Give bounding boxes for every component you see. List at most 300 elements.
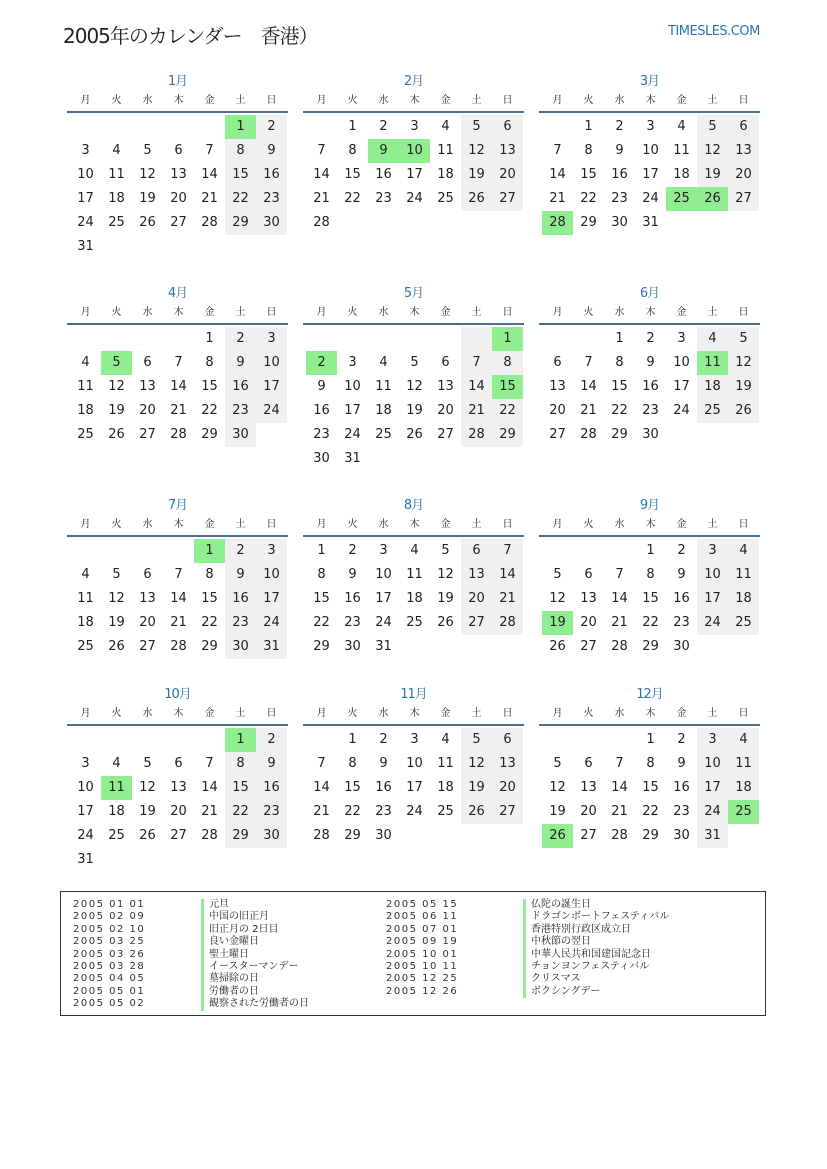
weekday-label: 火 bbox=[583, 708, 594, 719]
day-cell: 23 bbox=[313, 427, 330, 442]
empty-cell bbox=[542, 115, 573, 139]
day-cell: 20 bbox=[580, 804, 597, 819]
holiday-date: 2005 05 15 bbox=[386, 899, 459, 910]
day-cell: 21 bbox=[313, 191, 330, 206]
day-cell: 19 bbox=[728, 375, 759, 399]
day-cell: 10 bbox=[406, 756, 423, 771]
empty-cell bbox=[163, 539, 194, 563]
day-cell: 18 bbox=[406, 591, 423, 606]
day-cell: 2 bbox=[225, 327, 256, 351]
day-grid bbox=[306, 726, 524, 848]
holiday-day-cell: 5 bbox=[101, 351, 132, 375]
empty-cell bbox=[604, 728, 635, 752]
day-grid bbox=[542, 325, 760, 447]
day-cell: 5 bbox=[410, 355, 419, 370]
day-cell: 22 bbox=[225, 800, 256, 824]
day-cell: 4 bbox=[112, 143, 121, 158]
day-cell: 28 bbox=[492, 611, 523, 635]
empty-cell bbox=[306, 115, 337, 139]
day-cell: 1 bbox=[348, 732, 357, 747]
day-cell: 15 bbox=[344, 167, 361, 182]
day-cell: 2 bbox=[677, 732, 686, 747]
weekday-header bbox=[67, 515, 288, 537]
day-cell: 17 bbox=[77, 804, 94, 819]
day-cell: 19 bbox=[437, 591, 454, 606]
day-cell: 15 bbox=[225, 163, 256, 187]
holiday-names-col2 bbox=[523, 899, 669, 998]
weekday-label: 日 bbox=[266, 708, 277, 719]
weekday-label: 日 bbox=[502, 708, 513, 719]
day-cell: 11 bbox=[728, 752, 759, 776]
day-cell: 21 bbox=[461, 399, 492, 423]
weekday-label: 金 bbox=[440, 95, 451, 106]
day-cell: 16 bbox=[673, 780, 690, 795]
day-cell: 28 bbox=[201, 215, 218, 230]
day-cell: 11 bbox=[375, 379, 392, 394]
holiday-name: 仏陀の誕生日 bbox=[523, 899, 669, 911]
holiday-date: 2005 09 19 bbox=[386, 936, 459, 948]
day-cell: 3 bbox=[677, 331, 686, 346]
day-cell: 12 bbox=[461, 139, 492, 163]
month-title: 9月 bbox=[639, 498, 660, 513]
day-cell: 21 bbox=[201, 191, 218, 206]
holiday-name: 香港特別行政区成立日 bbox=[523, 924, 669, 936]
day-cell: 4 bbox=[728, 728, 759, 752]
empty-cell bbox=[70, 728, 101, 752]
weekday-label: 金 bbox=[676, 307, 687, 318]
day-cell: 30 bbox=[256, 211, 287, 235]
day-cell: 16 bbox=[375, 167, 392, 182]
day-cell: 12 bbox=[461, 752, 492, 776]
weekday-label: 土 bbox=[235, 708, 246, 719]
holiday-date: 2005 07 01 bbox=[386, 923, 459, 935]
month-5 bbox=[303, 285, 524, 471]
day-cell: 28 bbox=[611, 639, 628, 654]
day-cell: 5 bbox=[553, 567, 562, 582]
day-cell: 29 bbox=[344, 828, 361, 843]
day-cell: 21 bbox=[170, 403, 187, 418]
holiday-date: 2005 10 01 bbox=[386, 948, 459, 960]
day-cell: 18 bbox=[77, 615, 94, 630]
holiday-name: クリスマス bbox=[523, 973, 669, 985]
day-cell: 30 bbox=[256, 824, 287, 848]
holiday-day-cell: 25 bbox=[728, 800, 759, 824]
day-cell: 21 bbox=[201, 804, 218, 819]
day-cell: 24 bbox=[256, 399, 287, 423]
holiday-day-cell: 9 bbox=[368, 139, 399, 163]
day-cell: 1 bbox=[317, 543, 326, 558]
day-cell: 27 bbox=[580, 639, 597, 654]
day-cell: 24 bbox=[77, 215, 94, 230]
day-cell: 15 bbox=[642, 780, 659, 795]
day-cell: 19 bbox=[139, 804, 156, 819]
day-cell: 2 bbox=[379, 732, 388, 747]
day-cell: 4 bbox=[81, 567, 90, 582]
day-cell: 13 bbox=[170, 780, 187, 795]
day-cell: 23 bbox=[256, 800, 287, 824]
empty-cell bbox=[461, 327, 492, 351]
day-cell: 27 bbox=[139, 639, 156, 654]
day-cell: 20 bbox=[461, 587, 492, 611]
day-cell: 8 bbox=[646, 567, 655, 582]
empty-cell bbox=[542, 539, 573, 563]
day-cell: 21 bbox=[611, 615, 628, 630]
weekday-label: 金 bbox=[204, 307, 215, 318]
holiday-date: 2005 12 25 bbox=[386, 973, 459, 985]
holiday-name: 旧正月の 2日目 bbox=[201, 924, 309, 936]
weekday-label: 金 bbox=[676, 519, 687, 530]
day-cell: 24 bbox=[77, 828, 94, 843]
day-cell: 22 bbox=[313, 615, 330, 630]
weekday-label: 日 bbox=[502, 519, 513, 530]
empty-cell bbox=[132, 728, 163, 752]
day-cell: 12 bbox=[139, 167, 156, 182]
day-cell: 9 bbox=[256, 752, 287, 776]
month-4 bbox=[67, 285, 288, 447]
weekday-label: 木 bbox=[645, 708, 656, 719]
holiday-day-cell: 15 bbox=[492, 375, 523, 399]
day-cell: 10 bbox=[77, 167, 94, 182]
weekday-label: 火 bbox=[583, 519, 594, 530]
weekday-label: 月 bbox=[316, 307, 327, 318]
empty-cell bbox=[70, 115, 101, 139]
weekday-label: 木 bbox=[173, 519, 184, 530]
day-cell: 4 bbox=[81, 355, 90, 370]
day-cell: 22 bbox=[344, 804, 361, 819]
empty-cell bbox=[573, 539, 604, 563]
weekday-label: 木 bbox=[645, 95, 656, 106]
day-cell: 5 bbox=[697, 115, 728, 139]
day-cell: 15 bbox=[642, 591, 659, 606]
month-7 bbox=[67, 497, 288, 659]
day-cell: 30 bbox=[313, 451, 330, 466]
day-cell: 16 bbox=[256, 776, 287, 800]
weekday-header bbox=[303, 704, 524, 726]
day-cell: 17 bbox=[642, 167, 659, 182]
day-cell: 25 bbox=[108, 828, 125, 843]
weekday-header bbox=[303, 303, 524, 325]
day-cell: 24 bbox=[642, 191, 659, 206]
day-cell: 7 bbox=[317, 756, 326, 771]
day-cell: 8 bbox=[205, 567, 214, 582]
day-cell: 31 bbox=[697, 824, 728, 848]
day-cell: 17 bbox=[697, 776, 728, 800]
empty-cell bbox=[132, 539, 163, 563]
day-cell: 15 bbox=[611, 379, 628, 394]
day-cell: 19 bbox=[461, 776, 492, 800]
day-cell: 15 bbox=[201, 379, 218, 394]
empty-cell bbox=[132, 327, 163, 351]
month-title: 7月 bbox=[167, 498, 188, 513]
day-cell: 3 bbox=[81, 143, 90, 158]
day-cell: 28 bbox=[201, 828, 218, 843]
weekday-label: 火 bbox=[583, 95, 594, 106]
day-cell: 9 bbox=[348, 567, 357, 582]
empty-cell bbox=[194, 728, 225, 752]
day-cell: 9 bbox=[225, 351, 256, 375]
empty-cell bbox=[306, 728, 337, 752]
day-cell: 21 bbox=[549, 191, 566, 206]
day-cell: 20 bbox=[139, 403, 156, 418]
month-title: 10月 bbox=[164, 687, 191, 702]
day-cell: 29 bbox=[201, 639, 218, 654]
day-cell: 26 bbox=[728, 399, 759, 423]
day-cell: 22 bbox=[611, 403, 628, 418]
day-cell: 27 bbox=[139, 427, 156, 442]
day-grid bbox=[542, 537, 760, 659]
weekday-label: 月 bbox=[316, 95, 327, 106]
empty-cell bbox=[101, 327, 132, 351]
day-cell: 30 bbox=[611, 215, 628, 230]
holiday-list bbox=[60, 891, 766, 1016]
day-cell: 17 bbox=[406, 780, 423, 795]
month-title: 3月 bbox=[639, 74, 660, 89]
weekday-label: 土 bbox=[471, 307, 482, 318]
day-cell: 13 bbox=[139, 379, 156, 394]
day-cell: 22 bbox=[344, 191, 361, 206]
day-cell: 7 bbox=[615, 567, 624, 582]
weekday-label: 日 bbox=[502, 307, 513, 318]
weekday-label: 日 bbox=[738, 519, 749, 530]
day-cell: 25 bbox=[437, 191, 454, 206]
empty-cell bbox=[542, 327, 573, 351]
holiday-day-cell: 11 bbox=[101, 776, 132, 800]
empty-cell bbox=[337, 327, 368, 351]
day-cell: 3 bbox=[379, 543, 388, 558]
day-cell: 17 bbox=[375, 591, 392, 606]
day-cell: 2 bbox=[615, 119, 624, 134]
weekday-label: 金 bbox=[440, 708, 451, 719]
day-cell: 11 bbox=[437, 143, 454, 158]
day-cell: 26 bbox=[139, 215, 156, 230]
day-cell: 18 bbox=[108, 191, 125, 206]
day-cell: 14 bbox=[492, 563, 523, 587]
holiday-date: 2005 01 01 bbox=[73, 899, 146, 910]
day-cell: 3 bbox=[646, 119, 655, 134]
weekday-label: 水 bbox=[614, 708, 625, 719]
day-cell: 15 bbox=[313, 591, 330, 606]
day-cell: 14 bbox=[201, 780, 218, 795]
day-cell: 30 bbox=[673, 639, 690, 654]
day-grid bbox=[306, 537, 524, 659]
day-cell: 23 bbox=[611, 191, 628, 206]
day-cell: 19 bbox=[461, 163, 492, 187]
holiday-name: 観察された労働者の日 bbox=[201, 998, 309, 1010]
holiday-name: 聖土曜日 bbox=[201, 949, 309, 961]
day-cell: 9 bbox=[379, 756, 388, 771]
day-cell: 31 bbox=[642, 215, 659, 230]
weekday-label: 日 bbox=[738, 708, 749, 719]
empty-cell bbox=[70, 327, 101, 351]
day-cell: 26 bbox=[461, 800, 492, 824]
day-cell: 2 bbox=[677, 543, 686, 558]
day-cell: 19 bbox=[549, 804, 566, 819]
weekday-label: 日 bbox=[266, 519, 277, 530]
day-cell: 11 bbox=[437, 756, 454, 771]
day-cell: 12 bbox=[406, 379, 423, 394]
day-cell: 3 bbox=[410, 732, 419, 747]
day-cell: 24 bbox=[256, 611, 287, 635]
brand-logo[interactable]: TIMESLES.COM bbox=[668, 24, 760, 39]
empty-cell bbox=[430, 327, 461, 351]
day-cell: 12 bbox=[549, 591, 566, 606]
day-cell: 13 bbox=[170, 167, 187, 182]
day-cell: 2 bbox=[256, 115, 287, 139]
holiday-day-cell: 1 bbox=[492, 327, 523, 351]
day-cell: 19 bbox=[697, 163, 728, 187]
weekday-label: 月 bbox=[80, 519, 91, 530]
day-cell: 31 bbox=[77, 852, 94, 867]
day-cell: 26 bbox=[406, 427, 423, 442]
day-cell: 7 bbox=[205, 143, 214, 158]
day-cell: 27 bbox=[549, 427, 566, 442]
holiday-name: 良い金曜日 bbox=[201, 936, 309, 948]
day-cell: 30 bbox=[225, 423, 256, 447]
day-cell: 16 bbox=[344, 591, 361, 606]
day-cell: 4 bbox=[697, 327, 728, 351]
day-cell: 1 bbox=[646, 543, 655, 558]
day-cell: 5 bbox=[728, 327, 759, 351]
holiday-day-cell: 1 bbox=[225, 728, 256, 752]
day-cell: 6 bbox=[174, 756, 183, 771]
day-grid bbox=[70, 726, 288, 872]
holiday-dates-col2 bbox=[386, 899, 458, 998]
day-cell: 19 bbox=[139, 191, 156, 206]
day-cell: 20 bbox=[139, 615, 156, 630]
day-cell: 16 bbox=[225, 375, 256, 399]
day-cell: 9 bbox=[677, 567, 686, 582]
holiday-names-col1 bbox=[201, 899, 309, 1011]
day-cell: 23 bbox=[642, 403, 659, 418]
weekday-label: 火 bbox=[347, 95, 358, 106]
day-cell: 10 bbox=[375, 567, 392, 582]
day-cell: 13 bbox=[580, 780, 597, 795]
day-cell: 16 bbox=[375, 780, 392, 795]
day-cell: 1 bbox=[584, 119, 593, 134]
day-cell: 1 bbox=[348, 119, 357, 134]
day-cell: 6 bbox=[461, 539, 492, 563]
holiday-date: 2005 02 10 bbox=[73, 923, 146, 935]
day-cell: 8 bbox=[584, 143, 593, 158]
day-cell: 9 bbox=[677, 756, 686, 771]
weekday-header bbox=[67, 303, 288, 325]
day-cell: 13 bbox=[549, 379, 566, 394]
holiday-day-cell: 2 bbox=[306, 351, 337, 375]
day-cell: 2 bbox=[225, 539, 256, 563]
day-cell: 10 bbox=[697, 752, 728, 776]
day-cell: 8 bbox=[348, 143, 357, 158]
day-cell: 7 bbox=[174, 355, 183, 370]
weekday-label: 月 bbox=[552, 307, 563, 318]
day-cell: 6 bbox=[143, 567, 152, 582]
day-cell: 12 bbox=[437, 567, 454, 582]
day-cell: 21 bbox=[580, 403, 597, 418]
day-cell: 28 bbox=[170, 639, 187, 654]
weekday-header bbox=[539, 515, 760, 537]
day-cell: 23 bbox=[673, 804, 690, 819]
day-cell: 28 bbox=[580, 427, 597, 442]
day-cell: 20 bbox=[170, 191, 187, 206]
day-cell: 1 bbox=[615, 331, 624, 346]
empty-cell bbox=[573, 728, 604, 752]
day-cell: 23 bbox=[375, 804, 392, 819]
empty-cell bbox=[163, 728, 194, 752]
empty-cell bbox=[132, 115, 163, 139]
weekday-label: 火 bbox=[111, 708, 122, 719]
weekday-label: 金 bbox=[440, 307, 451, 318]
weekday-label: 木 bbox=[645, 519, 656, 530]
weekday-label: 水 bbox=[614, 95, 625, 106]
day-cell: 10 bbox=[344, 379, 361, 394]
day-cell: 30 bbox=[375, 828, 392, 843]
day-grid bbox=[70, 113, 288, 259]
day-cell: 7 bbox=[492, 539, 523, 563]
day-cell: 23 bbox=[225, 399, 256, 423]
day-cell: 2 bbox=[379, 119, 388, 134]
day-cell: 5 bbox=[143, 756, 152, 771]
empty-cell bbox=[101, 115, 132, 139]
day-cell: 30 bbox=[642, 427, 659, 442]
weekday-header bbox=[539, 91, 760, 113]
day-cell: 18 bbox=[728, 587, 759, 611]
weekday-label: 月 bbox=[552, 708, 563, 719]
day-cell: 1 bbox=[646, 732, 655, 747]
day-cell: 31 bbox=[77, 239, 94, 254]
weekday-label: 土 bbox=[707, 307, 718, 318]
day-cell: 23 bbox=[375, 191, 392, 206]
day-cell: 20 bbox=[437, 403, 454, 418]
day-cell: 27 bbox=[437, 427, 454, 442]
weekday-label: 土 bbox=[707, 519, 718, 530]
weekday-label: 金 bbox=[204, 95, 215, 106]
day-cell: 7 bbox=[205, 756, 214, 771]
day-cell: 28 bbox=[611, 828, 628, 843]
day-cell: 15 bbox=[344, 780, 361, 795]
holiday-date: 2005 05 01 bbox=[73, 985, 146, 997]
day-cell: 23 bbox=[673, 615, 690, 630]
empty-cell bbox=[573, 327, 604, 351]
day-grid bbox=[542, 113, 760, 235]
weekday-label: 木 bbox=[409, 307, 420, 318]
month-9 bbox=[539, 497, 760, 659]
empty-cell bbox=[101, 728, 132, 752]
day-cell: 8 bbox=[492, 351, 523, 375]
day-cell: 26 bbox=[108, 427, 125, 442]
day-cell: 18 bbox=[437, 167, 454, 182]
day-cell: 29 bbox=[225, 211, 256, 235]
day-cell: 10 bbox=[77, 780, 94, 795]
weekday-label: 金 bbox=[676, 95, 687, 106]
day-cell: 6 bbox=[728, 115, 759, 139]
day-cell: 21 bbox=[170, 615, 187, 630]
day-cell: 16 bbox=[313, 403, 330, 418]
month-title: 1月 bbox=[167, 74, 188, 89]
day-cell: 17 bbox=[77, 191, 94, 206]
month-11 bbox=[303, 686, 524, 848]
weekday-label: 月 bbox=[80, 307, 91, 318]
day-cell: 8 bbox=[646, 756, 655, 771]
month-2 bbox=[303, 73, 524, 235]
day-cell: 17 bbox=[256, 375, 287, 399]
day-grid bbox=[542, 726, 760, 848]
holiday-date: 2005 04 05 bbox=[73, 973, 146, 985]
day-cell: 7 bbox=[584, 355, 593, 370]
day-cell: 8 bbox=[317, 567, 326, 582]
day-cell: 20 bbox=[728, 163, 759, 187]
day-cell: 26 bbox=[437, 615, 454, 630]
day-cell: 29 bbox=[313, 639, 330, 654]
day-cell: 27 bbox=[728, 187, 759, 211]
